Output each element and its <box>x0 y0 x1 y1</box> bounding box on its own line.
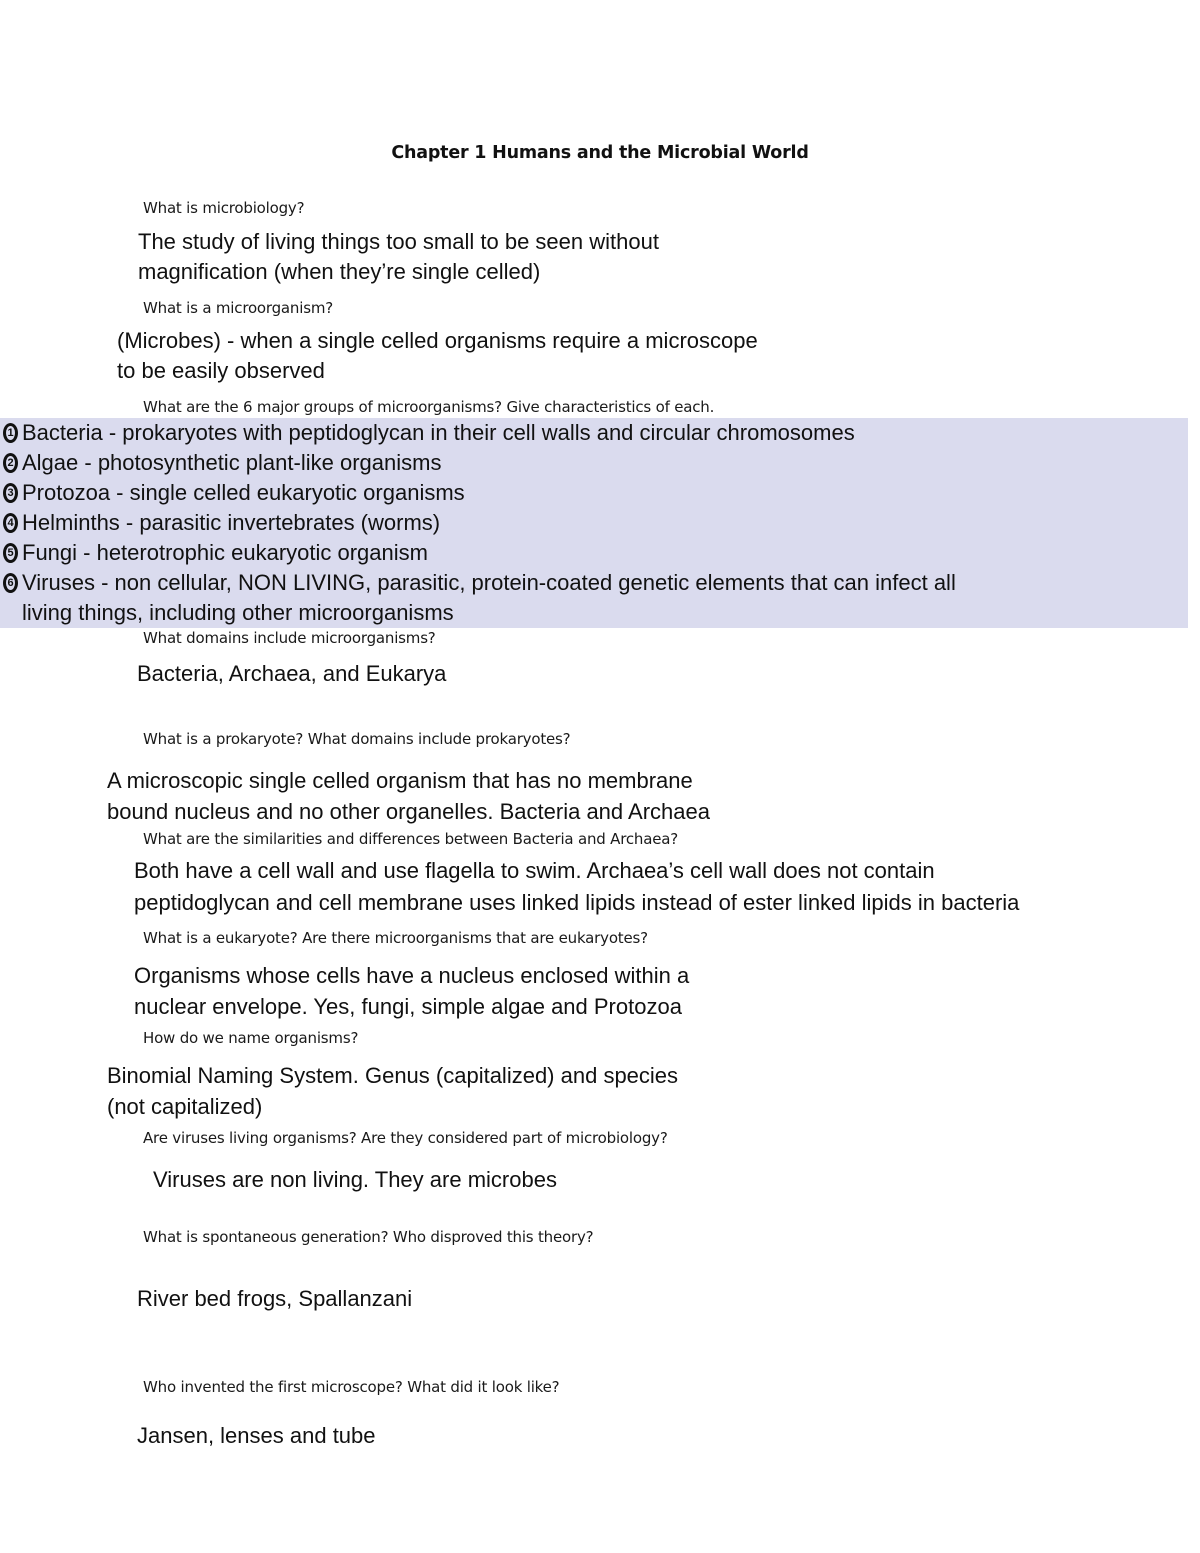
answer-eukaryote <box>134 961 689 1022</box>
answer-domains <box>137 659 446 689</box>
list-item-text: Bacteria - prokaryotes with peptidoglycan in their cell walls and circular chromosomes <box>22 420 855 445</box>
answer-line: River bed frogs, Spallanzani <box>137 1286 413 1311</box>
question-microbiology: What is microbiology? <box>143 199 305 217</box>
list-number-circle: 1 <box>3 423 18 443</box>
answer-naming <box>107 1061 678 1122</box>
answer-first-microscope <box>137 1421 376 1451</box>
answer-line: nuclear envelope. Yes, fungi, simple algae and Protozoa <box>134 994 682 1019</box>
answer-line: Jansen, lenses and tube <box>137 1423 376 1448</box>
answer-microbiology <box>138 227 659 287</box>
question-viruses: Are viruses living organisms? Are they considered part of microbiology? <box>143 1129 668 1147</box>
list-item <box>0 568 1188 628</box>
question-spontaneous-generation: What is spontaneous generation? Who disproved this theory? <box>143 1228 594 1246</box>
question-naming: How do we name organisms? <box>143 1029 359 1047</box>
question-prokaryote: What is a prokaryote? What domains include prokaryotes? <box>143 730 571 748</box>
answer-line: Both have a cell wall and use flagella to swim. Archaea’s cell wall does not contain <box>134 858 935 883</box>
answer-line: Organisms whose cells have a nucleus enclosed within a <box>134 963 690 988</box>
list-item <box>0 538 1188 568</box>
question-eukaryote: What is a eukaryote? Are there microorganisms that are eukaryotes? <box>143 929 648 947</box>
list-item-text: Viruses - non cellular, NON LIVING, parasitic, protein-coated genetic elements that can infect all <box>22 570 956 595</box>
answer-line: A microscopic single celled organism that has no membrane <box>107 768 693 793</box>
question-domains: What domains include microorganisms? <box>143 629 436 647</box>
answer-prokaryote <box>107 766 710 827</box>
question-first-microscope: Who invented the first microscope? What did it look like? <box>143 1378 560 1396</box>
list-number-circle: 3 <box>3 483 18 503</box>
answer-line: Binomial Naming System. Genus (capitalized) and species <box>107 1063 679 1088</box>
list-item-text: Fungi - heterotrophic eukaryotic organism <box>22 540 428 565</box>
answer-line: to be easily observed <box>117 358 325 383</box>
answer-line: bound nucleus and no other organelles. Bacteria and Archaea <box>107 799 710 824</box>
list-item <box>0 478 1188 508</box>
answer-line: The study of living things too small to be seen without <box>138 229 659 254</box>
microorganism-groups-list <box>0 418 1188 628</box>
page-title: Chapter 1 Humans and the Microbial World <box>391 143 809 163</box>
list-number-circle: 2 <box>3 453 18 473</box>
list-item <box>0 418 1188 448</box>
list-number-circle: 6 <box>3 573 18 593</box>
answer-viruses <box>153 1165 557 1195</box>
answer-bacteria-archaea <box>134 856 1019 918</box>
list-item-text: Protozoa - single celled eukaryotic organisms <box>22 480 465 505</box>
answer-line: magnification (when they’re single celled) <box>138 259 541 284</box>
list-item-text: Helminths - parasitic invertebrates (worms) <box>22 510 441 535</box>
answer-line: peptidoglycan and cell membrane uses linked lipids instead of ester linked lipids in bacteria <box>134 890 1020 915</box>
answer-spontaneous-generation <box>137 1284 412 1314</box>
list-number-circle: 4 <box>3 513 18 533</box>
list-item <box>0 448 1188 478</box>
list-number-circle: 5 <box>3 543 18 563</box>
list-item-text: Algae - photosynthetic plant-like organisms <box>22 450 442 475</box>
answer-line: Viruses are non living. They are microbes <box>153 1167 557 1192</box>
question-major-groups: What are the 6 major groups of microorganisms? Give characteristics of each. <box>143 398 715 416</box>
answer-line: (not capitalized) <box>107 1094 263 1119</box>
list-item <box>0 508 1188 538</box>
question-microorganism: What is a microorganism? <box>143 299 333 317</box>
answer-microorganism <box>117 326 758 386</box>
question-bacteria-archaea: What are the similarities and differences between Bacteria and Archaea? <box>143 830 678 848</box>
answer-line: (Microbes) - when a single celled organisms require a microscope <box>117 328 758 353</box>
list-item-text-continued: living things, including other microorganisms <box>22 600 454 625</box>
answer-line: Bacteria, Archaea, and Eukarya <box>137 661 447 686</box>
